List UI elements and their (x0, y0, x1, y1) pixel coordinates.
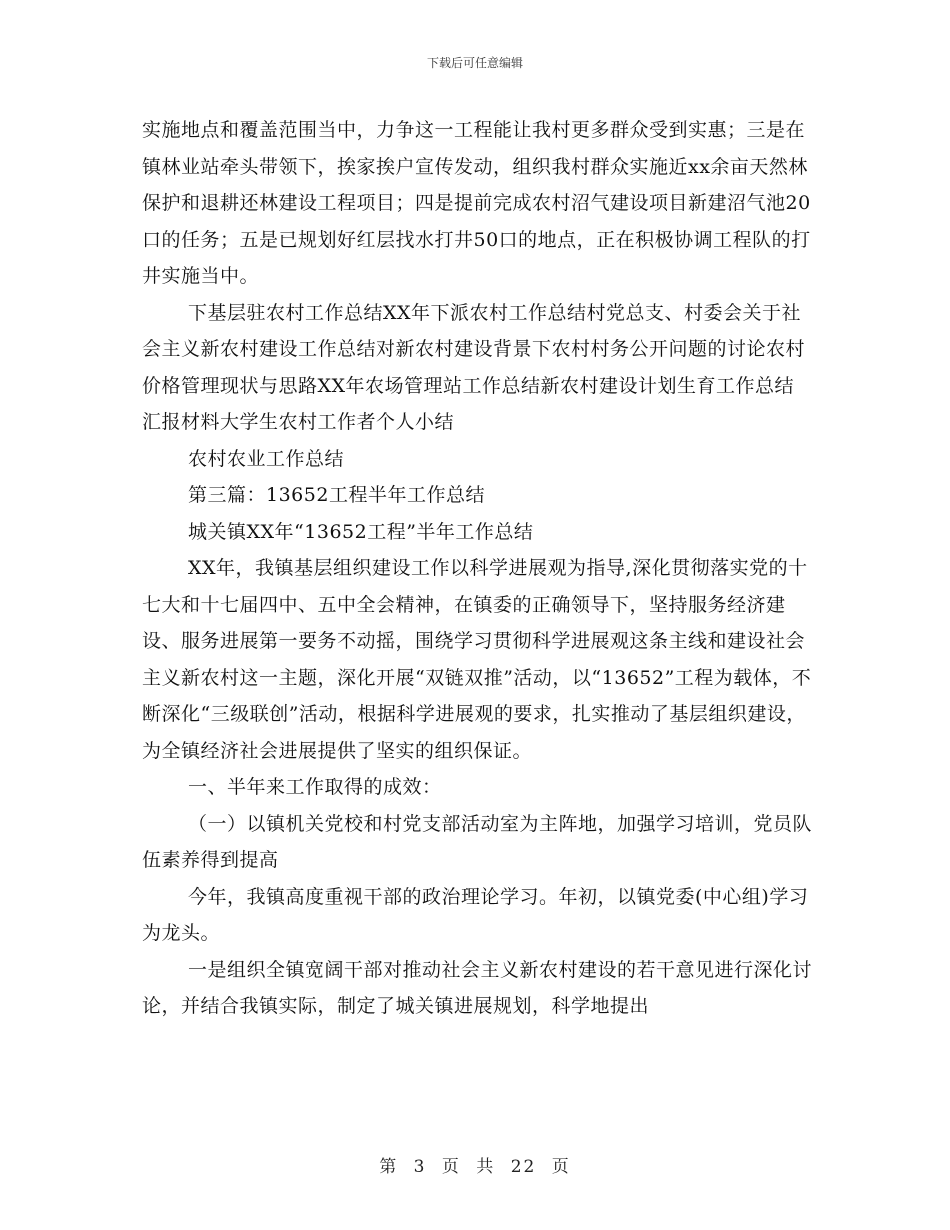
paragraph: 实施地点和覆盖范围当中，力争这一工程能让我村更多群众受到实惠；三是在镇林业站牵头带领下，挨家挨户宣传发动，组织我村群众实施近xx余亩天然林保护和退耕还林建设工程项目；四是提前完成农村沼气建设项目新建沼气池20口的任务；五是已规划好红层找水打井50口的地点，正在积极协调工程队的打井实施当中。 (142, 119, 811, 287)
footer-label: 页 (441, 1157, 461, 1177)
paragraph: 今年，我镇高度重视干部的政治理论学习。年初，以镇党委(中心组)学习为龙头。 (142, 885, 809, 944)
page-header: 下载后可任意编辑 (426, 56, 523, 70)
paragraph: XX年，我镇基层组织建设工作以科学进展观为指导,深化贯彻落实党的十七大和十七届四中、五中全会精神，在镇委的正确领导下，坚持服务经济建设、服务进展第一要务不动摇，围绕学习贯彻科学进展观这条主线和建设社会主义新农村这一主题，深化开展“双链双推”活动，以“13652”工程为载体，不断深化“三级联创”活动，根据科学进展观的要求，扎实推动了基层组织建设，为全镇经济社会进展提供了坚实的组织保证。 (142, 557, 812, 762)
document-body (142, 112, 812, 1025)
paragraph: 农村农业工作总结 (188, 447, 345, 470)
footer-label: 共 (476, 1157, 496, 1177)
section-heading: 第三篇：13652工程半年工作总结 (188, 484, 485, 506)
paragraph: 下基层驻农村工作总结XX年下派农村工作总结村党总支、村委会关于社会主义新农村建设工作总结对新农村建设背景下农村村务公开问题的讨论农村价格管理现状与思路XX年农场管理站工作总结新农村建设计划生育工作总结汇报材料大学生农村工作者个人小结 (142, 301, 806, 433)
section-heading: 一、半年来工作取得的成效： (188, 776, 442, 798)
total-pages: 22 (510, 1157, 537, 1177)
page-footer (0, 1152, 950, 1177)
footer-label: 第 (379, 1157, 399, 1177)
document-title: 城关镇XX年“13652工程”半年工作总结 (188, 520, 534, 543)
footer-label: 页 (551, 1157, 571, 1177)
subsection-heading: （一）以镇机关党校和村党支部活动室为主阵地，加强学习培训，党员队伍素养得到提高 (142, 812, 813, 871)
paragraph: 一是组织全镇宽阔干部对推动社会主义新农村建设的若干意见进行深化讨论，并结合我镇实际，制定了城关镇进展规划，科学地提出 (142, 958, 813, 1017)
page-number: 3 (413, 1157, 427, 1177)
